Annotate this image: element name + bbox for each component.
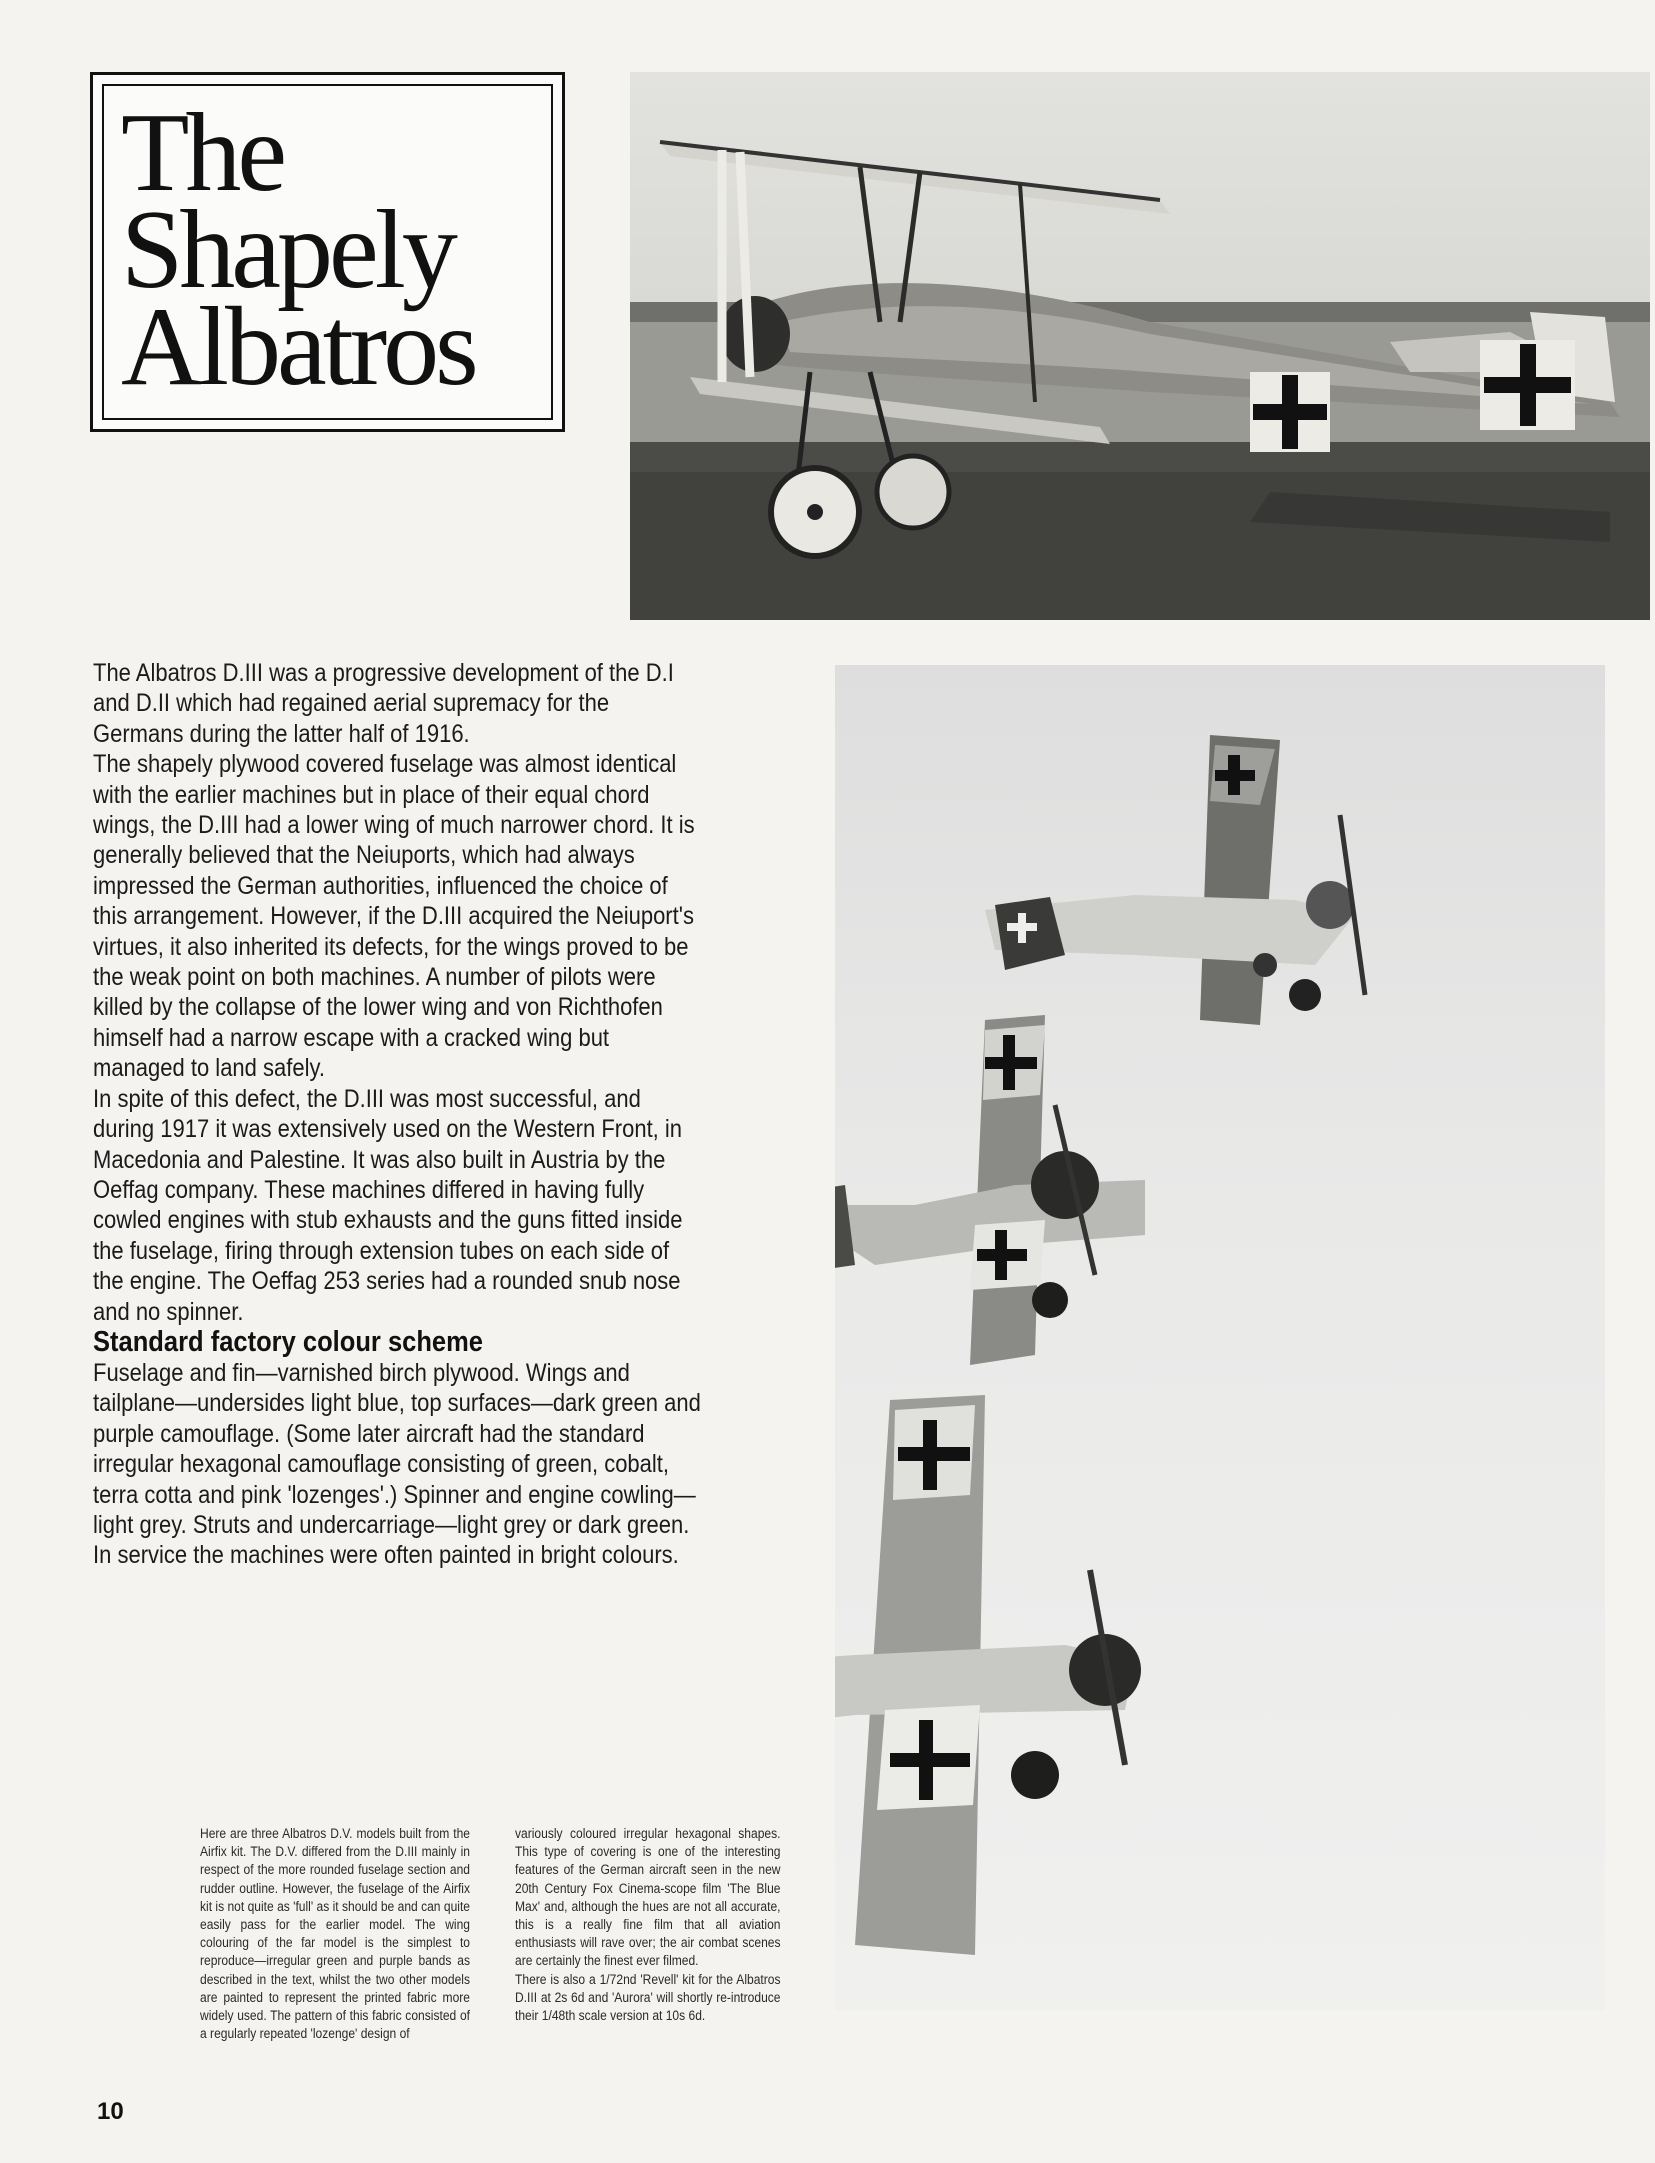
caption-right-column	[515, 1825, 781, 2025]
caption-right-text-1: variously coloured irregular hexagonal shapes. This type of covering is one of the interesting features of the German aircraft seen in the new 20th Century Fox Cinema-scope film 'The Blue Max' and, although the hues are not all accurate, this is a really fine film that all aviation enthusiasts will rave over; the air combat scenes are certainly the finest ever filmed.	[515, 1826, 781, 1969]
article-body	[93, 658, 703, 1571]
page-number: 10	[97, 2098, 124, 2125]
title-line-2: Shapely	[121, 188, 454, 312]
iron-cross-fuselage	[1250, 372, 1330, 452]
caption-right-text-2: There is also a 1/72nd 'Revell' kit for the Albatros D.III at 2s 6d and 'Aurora' will shortly re-introduce their 1/48th scale version at 10s 6d.	[515, 1971, 781, 2024]
body-paragraph-3: In spite of this defect, the D.III was most successful, and during 1917 it was extensively used on the Western Front, in Macedonia and Palestine. It was also built in Austria by the Oeffag company. These machines differed in having fully cowled engines with stub exhausts and the guns fitted inside the fuselage, firing through extension tubes on each side of the engine. The Oeffag 253 series had a rounded snub nose and no spinner.	[93, 1084, 683, 1326]
title-line-1: The	[121, 91, 284, 215]
model-near	[835, 1395, 1141, 1955]
body-paragraph-1: The Albatros D.III was a progressive development of the D.I and D.II which had regained aerial supremacy for the Germans during the latter half of 1916.	[93, 659, 674, 748]
caption-left-column	[200, 1825, 470, 2043]
title-line-3: Albatros	[121, 285, 475, 409]
three-models-illustration	[835, 665, 1605, 2010]
body-paragraph-5: In service the machines were often painted in bright colours.	[93, 1541, 679, 1570]
page-title	[121, 91, 475, 409]
body-paragraph-4: Fuselage and fin—varnished birch plywood. Wings and tailplane—undersides light blue, top surfaces—dark green and purple camouflage. (Some later aircraft had the standard irregular hexagonal camouflage consisting of green, cobalt, terra cotta and pink 'lozenges'.) Spinner and engine cowling—light grey. Struts and undercarriage—light grey or dark green.	[93, 1358, 701, 1539]
model-far	[985, 735, 1365, 1025]
model-middle	[835, 1015, 1145, 1365]
title-box	[90, 72, 565, 432]
section-subheading: Standard factory colour scheme	[93, 1325, 484, 1358]
body-paragraph-2: The shapely plywood covered fuselage was almost identical with the earlier machines but in place of their equal chord wings, the D.III had a lower wing of much narrower chord. It is generally believed that the Neiuports, which had always impressed the German authorities, influenced the choice of this arrangement. However, if the D.III acquired the Neiuport's virtues, it also inherited its defects, for the wings proved to be the weak point on both machines. A number of pilots were killed by the collapse of the lower wing and von Richthofen himself had a narrow escape with a cracked wing but managed to land safely.	[93, 750, 695, 1083]
albatros-aircraft-illustration	[630, 72, 1650, 620]
iron-cross-fin	[1480, 340, 1575, 430]
albatros-aircraft-photo	[630, 72, 1650, 620]
albatros-models-photo	[835, 665, 1605, 2010]
caption-left-text: Here are three Albatros D.V. models built from the Airfix kit. The D.V. differed from the D.III mainly in respect of the more rounded fuselage section and rudder outline. However, the fuselage of the Airfix kit is not quite as 'full' as it should be and can quite easily pass for the earlier model. The wing colouring of the far model is the simplest to reproduce—irregular green and purple bands as described in the text, whilst the two other models are painted to represent the printed fabric more widely used. The pattern of this fabric consisted of a regularly repeated 'lozenge' design of	[200, 1826, 470, 2042]
